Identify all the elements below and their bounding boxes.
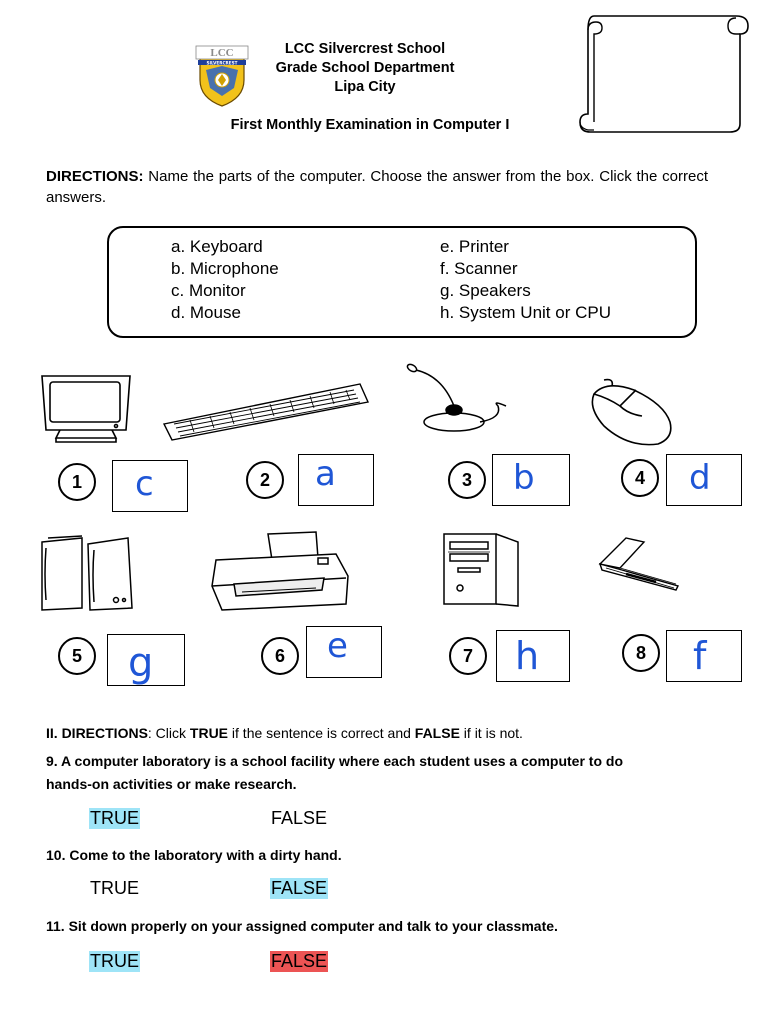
svg-text:SILVERCREST: SILVERCREST	[206, 60, 238, 66]
item-7-number: 7	[449, 637, 487, 675]
question-9-true-option[interactable]: TRUE	[90, 808, 139, 828]
printer-picture	[206, 530, 354, 619]
question-11: 11. Sit down properly on your assigned computer and talk to your classmate.	[46, 918, 558, 934]
part2-true-word: TRUE	[189, 725, 229, 741]
item-3-number: 3	[448, 461, 486, 499]
monitor-picture	[36, 372, 136, 449]
part2-prefix: II.	[46, 725, 62, 741]
part2-false-word: FALSE	[414, 725, 460, 741]
item-4-answer-box[interactable]	[666, 454, 742, 506]
choice-d: d. Mouse	[171, 303, 241, 322]
svg-text:LCC: LCC	[210, 47, 234, 59]
item-4-answer: d	[689, 458, 711, 498]
item-4-number: 4	[621, 459, 659, 497]
directions-text: Name the parts of the computer. Choose the answer from the box. Click the correct answers.	[46, 168, 708, 206]
item-7-answer-box[interactable]	[496, 630, 570, 682]
question-9-false-option[interactable]: FALSE	[271, 808, 328, 828]
scanner-picture	[596, 534, 682, 599]
choice-b: b. Microphone	[171, 259, 279, 278]
item-5-answer: g	[128, 640, 154, 686]
choice-f: f. Scanner	[440, 259, 518, 278]
city-name: Lipa City	[334, 79, 396, 95]
question-10-true-option[interactable]: TRUE	[90, 878, 139, 898]
item-2-answer: a	[315, 454, 336, 494]
item-1-answer-box[interactable]	[112, 460, 188, 512]
part2-text-3: if it is not.	[459, 725, 523, 741]
department-name: Grade School Department	[275, 60, 455, 76]
exam-title: First Monthly Examination in Computer I	[230, 117, 510, 133]
part2-directions	[46, 725, 523, 741]
item-6-number: 6	[261, 637, 299, 675]
question-11-false-option[interactable]: FALSE	[271, 951, 328, 971]
choice-a: a. Keyboard	[171, 237, 263, 256]
item-3-answer-box[interactable]	[492, 454, 570, 506]
item-6-answer: e	[327, 626, 348, 666]
choice-c: c. Monitor	[171, 281, 246, 300]
score-scroll-box	[574, 8, 752, 138]
school-name: LCC Silvercrest School	[284, 41, 446, 57]
question-10: 10. Come to the laboratory with a dirty hand.	[46, 847, 342, 863]
item-7-answer: h	[515, 634, 540, 678]
part2-text-1: : Click	[147, 725, 190, 741]
part2-directions-label: DIRECTIONS	[61, 725, 148, 741]
choice-h: h. System Unit or CPU	[440, 303, 611, 322]
speakers-picture	[38, 534, 138, 619]
item-5-number: 5	[58, 637, 96, 675]
mouse-picture	[584, 378, 676, 455]
part1-directions	[46, 166, 708, 208]
item-5-answer-box[interactable]	[107, 634, 185, 686]
question-10-false-option[interactable]: FALSE	[271, 878, 328, 898]
item-2-answer-box[interactable]	[298, 454, 374, 506]
question-11-true-option[interactable]: TRUE	[90, 951, 139, 971]
part2-text-2: if the sentence is correct and	[228, 725, 415, 741]
keyboard-picture	[160, 380, 372, 447]
item-6-answer-box[interactable]	[306, 626, 382, 678]
answer-choices-box	[107, 226, 697, 338]
choice-e: e. Printer	[440, 237, 509, 256]
directions-label: DIRECTIONS:	[46, 168, 144, 185]
microphone-picture	[402, 360, 514, 441]
item-8-answer: f	[693, 634, 707, 678]
choice-g: g. Speakers	[440, 281, 531, 300]
item-8-number: 8	[622, 634, 660, 672]
item-3-answer: b	[513, 458, 535, 498]
item-1-answer: c	[135, 464, 154, 504]
question-9: 9. A computer laboratory is a school facility where each student uses a computer to do hands-on activities or make research.	[46, 753, 623, 792]
item-1-number: 1	[58, 463, 96, 501]
item-2-number: 2	[246, 461, 284, 499]
item-8-answer-box[interactable]	[666, 630, 742, 682]
system-unit-picture	[440, 530, 522, 615]
